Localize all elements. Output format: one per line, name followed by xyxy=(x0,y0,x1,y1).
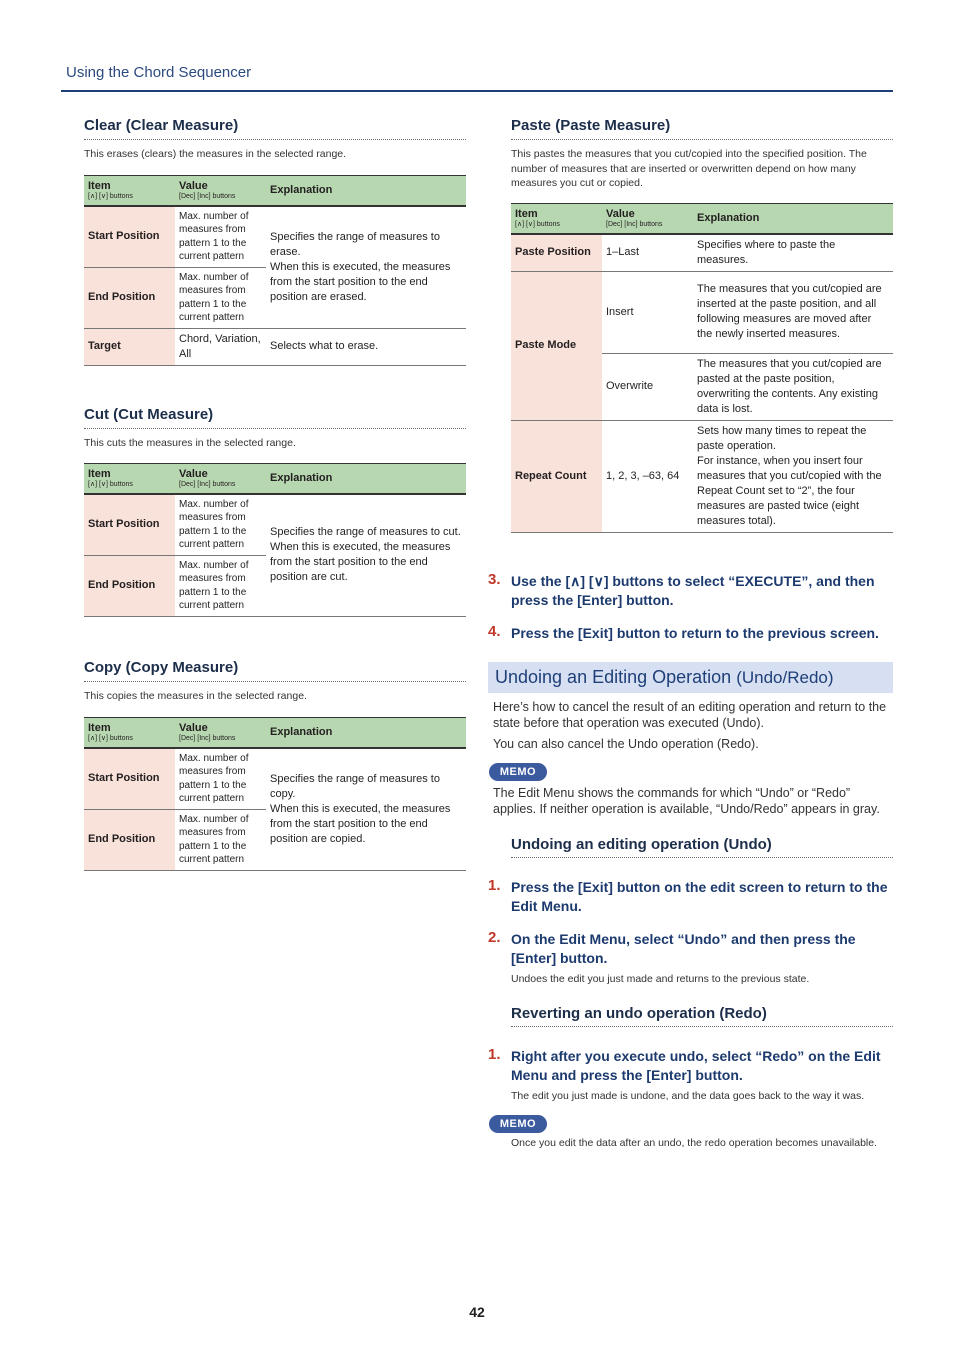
explanation-column-header: Explanation xyxy=(266,718,466,748)
explanation-cell: Specifies the range of measures to cut. When this is executed, the measures from the start position to the end position are cut. xyxy=(266,494,466,617)
value-cell: Overwrite xyxy=(602,353,693,420)
table-row xyxy=(84,748,466,810)
step-description: The edit you just made is undone, and the data goes back to the way it was. xyxy=(511,1090,865,1102)
step-description: Undoes the edit you just made and returns to the previous state. xyxy=(511,973,810,985)
page-number: 42 xyxy=(469,1304,485,1320)
step-number: 4. xyxy=(488,623,501,640)
section-divider xyxy=(511,139,893,140)
value-column-header: Value [Dec] [Inc] buttons xyxy=(175,464,266,494)
explanation-column-header: Explanation xyxy=(266,176,466,206)
cut-section-title: Cut (Cut Measure) xyxy=(84,406,214,423)
intro-paragraph: Here’s how to cancel the result of an editing operation and return to the state before that operation was executed (Undo). xyxy=(493,700,887,730)
section-divider xyxy=(511,857,893,858)
paste-section-title: Paste (Paste Measure) xyxy=(511,117,671,134)
explanation-cell: Specifies the range of measures to copy. When this is executed, the measures from the start position to the end position are copied. xyxy=(266,748,466,871)
undo-redo-heading: Undoing an Editing Operation (Undo/Redo) xyxy=(495,667,834,687)
explanation-cell: Selects what to erase. xyxy=(266,328,466,365)
value-column-header: Value [Dec] [Inc] buttons xyxy=(175,718,266,748)
memo-text: The Edit Menu shows the commands for which “Undo” or “Redo” applies. If neither operation is available, “Undo/Redo” appears in gray. xyxy=(493,786,880,816)
step-item xyxy=(488,877,891,916)
step-number: 2. xyxy=(488,929,501,946)
intro-paragraph: You can also cancel the Undo operation (Redo). xyxy=(493,737,759,751)
cut-description: This cuts the measures in the selected range. xyxy=(84,437,296,449)
table-row xyxy=(84,206,466,268)
explanation-column-header: Explanation xyxy=(693,204,893,234)
item-cell: End Position xyxy=(84,555,175,616)
table-header-row xyxy=(84,718,466,748)
table-header-row xyxy=(511,204,893,234)
step-number: 1. xyxy=(488,1046,501,1063)
value-cell: 1, 2, 3, –63, 64 xyxy=(602,420,693,532)
header-rule xyxy=(61,90,893,92)
table-row xyxy=(511,234,893,272)
section-divider xyxy=(84,139,466,140)
undo-subsection-title: Undoing an editing operation (Undo) xyxy=(511,836,772,853)
value-cell: Max. number of measures from pattern 1 to the current pattern xyxy=(175,809,266,870)
item-cell: Start Position xyxy=(84,494,175,556)
item-column-header: Item [∧] [∨] buttons xyxy=(84,718,175,748)
item-cell: Repeat Count xyxy=(511,420,602,532)
step-number: 1. xyxy=(488,877,501,894)
running-header: Using the Chord Sequencer xyxy=(66,64,252,81)
value-cell: Max. number of measures from pattern 1 to the current pattern xyxy=(175,748,266,810)
step-item xyxy=(488,623,901,643)
value-cell: Insert xyxy=(602,271,693,353)
value-column-header: Value [Dec] [Inc] buttons xyxy=(175,176,266,206)
paste-description: This pastes the measures that you cut/copied into the specified position. The number of measures that are inserted or overwritten depend on how many measures you cut or copied. xyxy=(511,148,867,189)
step-text: Use the [∧] [∨] buttons to select “EXECUTE”, and then press the [Enter] button. xyxy=(511,573,875,608)
clear-table xyxy=(84,175,466,366)
table-row xyxy=(511,420,893,532)
clear-description: This erases (clears) the measures in the selected range. xyxy=(84,148,347,160)
table-row xyxy=(84,494,466,556)
explanation-cell: The measures that you cut/copied are inserted at the paste position, and all following measures are moved after the newly inserted measures. xyxy=(693,271,893,353)
step-number: 3. xyxy=(488,571,501,588)
copy-table xyxy=(84,717,466,871)
table-header-row xyxy=(84,464,466,494)
item-cell: Paste Mode xyxy=(511,271,602,420)
copy-section-title: Copy (Copy Measure) xyxy=(84,659,239,676)
value-cell: Max. number of measures from pattern 1 to the current pattern xyxy=(175,494,266,556)
item-cell: End Position xyxy=(84,267,175,328)
value-cell: Max. number of measures from pattern 1 to the current pattern xyxy=(175,555,266,616)
item-column-header: Item [∧] [∨] buttons xyxy=(84,176,175,206)
step-text: Press the [Exit] button to return to the previous screen. xyxy=(511,625,879,641)
table-row xyxy=(84,328,466,365)
section-divider xyxy=(84,428,466,429)
explanation-cell: The measures that you cut/copied are pasted at the paste position, overwriting the contents. Any existing data is lost. xyxy=(693,353,893,420)
item-cell: Target xyxy=(84,328,175,365)
table-header-row xyxy=(84,176,466,206)
value-cell: Max. number of measures from pattern 1 to the current pattern xyxy=(175,206,266,268)
item-cell: Paste Position xyxy=(511,234,602,272)
explanation-cell: Specifies where to paste the measures. xyxy=(693,234,893,272)
item-cell: Start Position xyxy=(84,748,175,810)
item-cell: Start Position xyxy=(84,206,175,268)
cut-table xyxy=(84,463,466,617)
step-text: Press the [Exit] button on the edit screen to return to the Edit Menu. xyxy=(511,879,888,914)
item-cell: End Position xyxy=(84,809,175,870)
copy-description: This copies the measures in the selected range. xyxy=(84,690,307,702)
value-cell: Chord, Variation, All xyxy=(175,328,266,365)
step-item xyxy=(488,571,891,610)
explanation-cell: Sets how many times to repeat the paste operation. For instance, when you insert four measures that you cut/copied with the Repeat Count set to “2”, the four measures are pasted twice (eight measures total). xyxy=(693,420,893,532)
value-cell: 1–Last xyxy=(602,234,693,272)
value-column-header: Value [Dec] [Inc] buttons xyxy=(602,204,693,234)
clear-section-title: Clear (Clear Measure) xyxy=(84,117,239,134)
explanation-column-header: Explanation xyxy=(266,464,466,494)
item-column-header: Item [∧] [∨] buttons xyxy=(84,464,175,494)
item-column-header: Item [∧] [∨] buttons xyxy=(511,204,602,234)
step-text: Right after you execute undo, select “Redo” on the Edit Menu and press the [Enter] button. xyxy=(511,1048,881,1083)
section-divider xyxy=(511,1026,893,1027)
section-divider xyxy=(84,681,466,682)
table-row xyxy=(511,271,893,353)
value-cell: Max. number of measures from pattern 1 to the current pattern xyxy=(175,267,266,328)
step-item xyxy=(488,929,891,968)
step-text: On the Edit Menu, select “Undo” and then press the [Enter] button. xyxy=(511,931,856,966)
paste-table xyxy=(511,203,893,533)
memo-badge: MEMO xyxy=(489,1115,547,1133)
step-item xyxy=(488,1046,891,1085)
memo-text: Once you edit the data after an undo, the redo operation becomes unavailable. xyxy=(511,1137,878,1149)
memo-badge: MEMO xyxy=(489,763,547,781)
redo-subsection-title: Reverting an undo operation (Redo) xyxy=(511,1005,767,1022)
explanation-cell: Specifies the range of measures to erase. When this is executed, the measures from the start position to the end position are erased. xyxy=(266,206,466,329)
